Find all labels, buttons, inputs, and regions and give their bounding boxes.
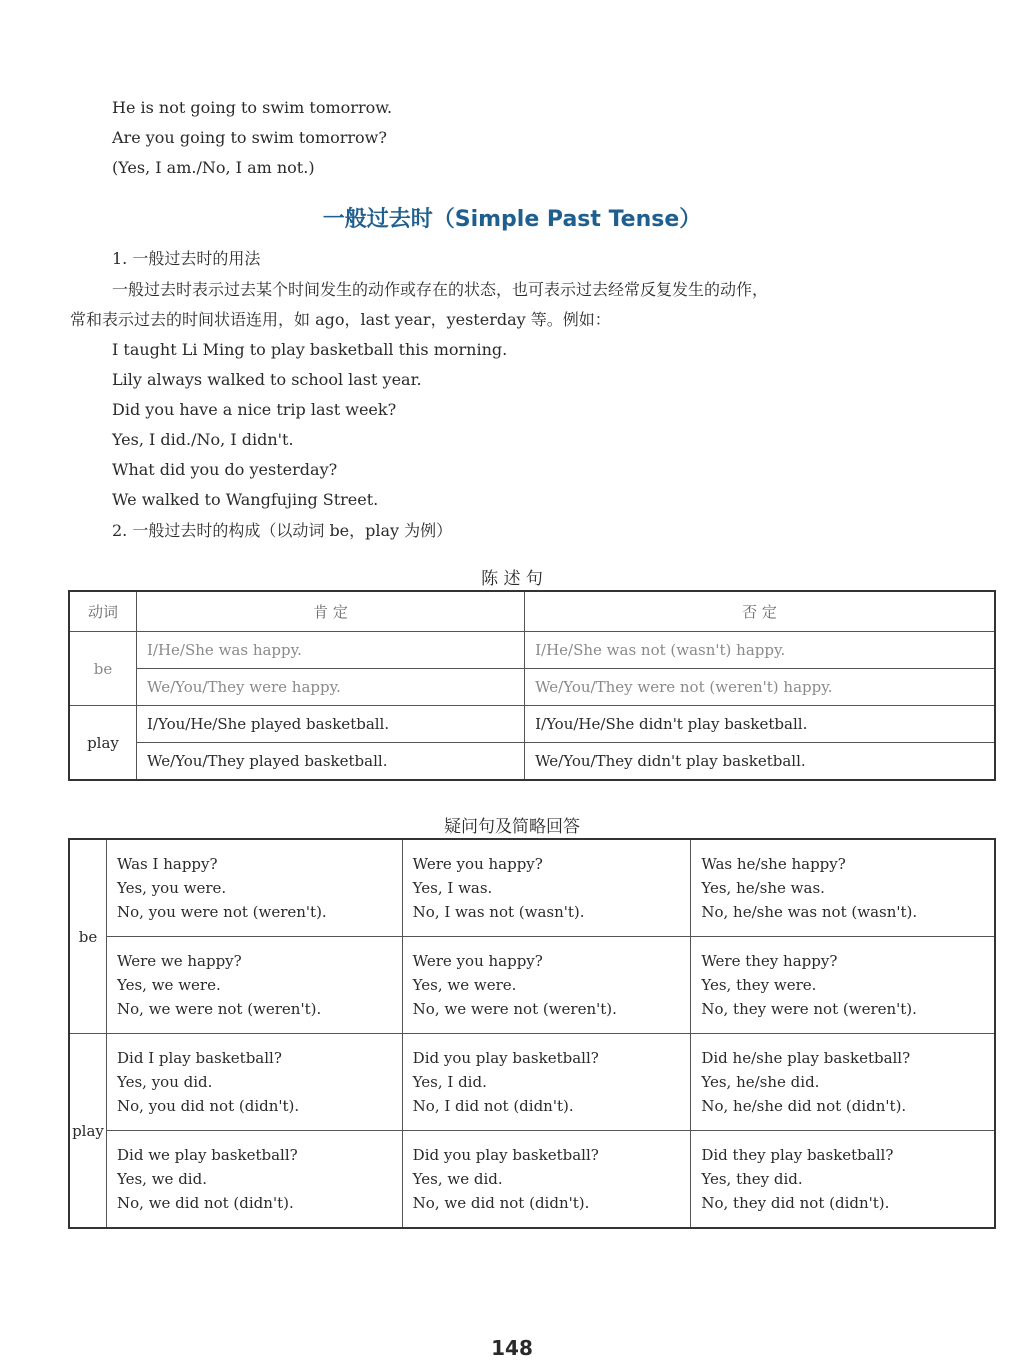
answer-yes-line: Yes, we did. <box>412 1170 503 1188</box>
example-sentence: Lily always walked to school last year. <box>112 370 422 389</box>
table-row <box>69 706 995 743</box>
intro-line: He is not going to swim tomorrow. <box>112 98 393 117</box>
negative-cell: We/You/They didn't play basketball. <box>525 743 995 781</box>
answer-yes-line: Yes, he/she did. <box>701 1073 820 1091</box>
question-cell <box>402 839 691 937</box>
question-line: Were you happy? <box>412 855 543 873</box>
question-cell <box>107 1034 403 1131</box>
answer-no-line: No, we did not (didn't). <box>412 1194 590 1212</box>
verb-cell-play: play <box>69 1034 107 1229</box>
negative-cell: I/He/She was not (wasn't) happy. <box>525 632 995 669</box>
question-cell <box>107 937 403 1034</box>
answer-no-line: No, you were not (weren't). <box>117 903 327 921</box>
answer-no-line: No, he/she was not (wasn't). <box>701 903 918 921</box>
table-row <box>69 1034 995 1131</box>
question-line: Did you play basketball? <box>412 1146 599 1164</box>
intro-line: Are you going to swim tomorrow? <box>112 128 387 147</box>
question-line: Were we happy? <box>117 952 242 970</box>
header-verb: 动词 <box>69 591 137 632</box>
answer-yes-line: Yes, he/she was. <box>701 879 825 897</box>
answer-no-line: No, we were not (weren't). <box>117 1000 322 1018</box>
answer-yes-line: Yes, they were. <box>701 976 817 994</box>
question-cell <box>402 1131 691 1229</box>
answer-no-line: No, we did not (didn't). <box>117 1194 294 1212</box>
affirmative-cell: I/He/She was happy. <box>137 632 525 669</box>
answer-no-line: No, we were not (weren't). <box>412 1000 617 1018</box>
verb-cell-be: be <box>69 632 137 706</box>
question-cell <box>107 1131 403 1229</box>
statement-table-caption: 陈 述 句 <box>481 569 543 589</box>
table-header-row <box>69 591 995 632</box>
question-line: Was I happy? <box>117 855 218 873</box>
question-line: Were they happy? <box>701 952 838 970</box>
table-row <box>69 632 995 669</box>
answer-no-line: No, they did not (didn't). <box>701 1194 890 1212</box>
question-line: Were you happy? <box>412 952 543 970</box>
section-title: 一般过去时（Simple Past Tense） <box>322 207 702 232</box>
statement-table <box>68 590 996 781</box>
verb-cell-play: play <box>69 706 137 781</box>
example-sentence: Did you have a nice trip last week? <box>112 400 397 419</box>
answer-yes-line: Yes, I did. <box>412 1073 487 1091</box>
affirmative-cell: I/You/He/She played basketball. <box>137 706 525 743</box>
table-row <box>69 839 995 937</box>
usage-paragraph: 一般过去时表示过去某个时间发生的动作或存在的状态，也可表示过去经常反复发生的动作， <box>112 280 769 299</box>
answer-yes-line: Yes, you were. <box>117 879 227 897</box>
question-cell <box>691 839 995 937</box>
table-row <box>69 669 995 706</box>
answer-yes-line: Yes, we did. <box>117 1170 207 1188</box>
answer-no-line: No, you did not (didn't). <box>117 1097 300 1115</box>
question-table-caption: 疑问句及简略回答 <box>444 817 580 837</box>
example-sentence: Yes, I did./No, I didn't. <box>112 430 294 449</box>
structure-heading: 2. 一般过去时的构成（以动词 be，play 为例） <box>112 521 453 540</box>
affirmative-cell: We/You/They were happy. <box>137 669 525 706</box>
header-negative: 否 定 <box>525 591 995 632</box>
answer-yes-line: Yes, they did. <box>701 1170 803 1188</box>
answer-yes-line: Yes, I was. <box>412 879 493 897</box>
example-sentence: What did you do yesterday? <box>112 460 338 479</box>
answer-no-line: No, he/she did not (didn't). <box>701 1097 907 1115</box>
question-cell <box>691 1034 995 1131</box>
answer-yes-line: Yes, you did. <box>117 1073 213 1091</box>
table-row <box>69 1131 995 1229</box>
header-affirmative: 肯 定 <box>137 591 525 632</box>
table-row <box>69 743 995 781</box>
answer-no-line: No, I did not (didn't). <box>412 1097 574 1115</box>
question-line: Did he/she play basketball? <box>701 1049 911 1067</box>
question-line: Did I play basketball? <box>117 1049 282 1067</box>
table-row <box>69 937 995 1034</box>
intro-line: (Yes, I am./No, I am not.) <box>112 158 315 177</box>
question-cell <box>691 937 995 1034</box>
negative-cell: We/You/They were not (weren't) happy. <box>525 669 995 706</box>
answer-no-line: No, I was not (wasn't). <box>412 903 585 921</box>
question-line: Did you play basketball? <box>412 1049 599 1067</box>
question-cell <box>691 1131 995 1229</box>
usage-paragraph: 常和表示过去的时间状语连用，如 ago，last year，yesterday 等。例如： <box>70 310 611 329</box>
question-line: Did they play basketball? <box>701 1146 894 1164</box>
negative-cell: I/You/He/She didn't play basketball. <box>525 706 995 743</box>
question-table <box>68 838 996 1229</box>
question-line: Did we play basketball? <box>117 1146 298 1164</box>
answer-yes-line: Yes, we were. <box>117 976 221 994</box>
question-line: Was he/she happy? <box>701 855 846 873</box>
page-number: 148 <box>491 1336 533 1360</box>
answer-no-line: No, they were not (weren't). <box>701 1000 917 1018</box>
example-sentence: I taught Li Ming to play basketball this morning. <box>112 340 508 359</box>
question-cell <box>402 937 691 1034</box>
verb-cell-be: be <box>69 839 107 1034</box>
usage-heading: 1. 一般过去时的用法 <box>112 249 261 268</box>
question-cell <box>107 839 403 937</box>
affirmative-cell: We/You/They played basketball. <box>137 743 525 781</box>
question-cell <box>402 1034 691 1131</box>
example-sentence: We walked to Wangfujing Street. <box>112 490 379 509</box>
answer-yes-line: Yes, we were. <box>412 976 517 994</box>
